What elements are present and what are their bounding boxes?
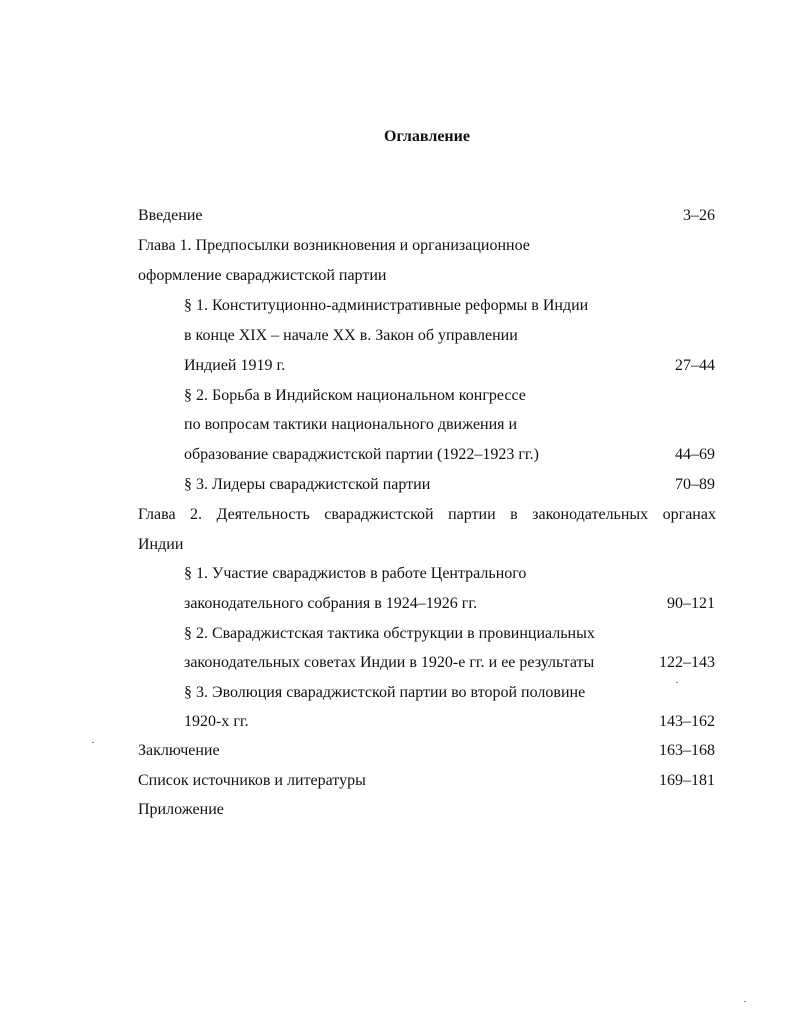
scan-speck — [744, 1001, 746, 1002]
toc-ch2-s1-pages: 90–121 — [667, 595, 715, 612]
toc-conclusion-label: Заключение — [138, 742, 220, 759]
toc-ch1-s3-line1: § 3. Лидеры свараджистской партии — [184, 476, 431, 493]
toc-ch2-s2-pages: 122–143 — [659, 654, 715, 671]
toc-ch2-s2-line2: законодательных советах Индии в 1920-е гг. и ее результаты — [184, 654, 595, 671]
toc-ch2-s3-pages: 143–162 — [659, 713, 715, 730]
toc-ch2-line1 — [138, 505, 716, 525]
toc-ch2-s3-line1: § 3. Эволюция свараджистской партии во второй половине — [184, 684, 586, 701]
toc-intro-pages: 3–26 — [683, 207, 715, 224]
toc-ch2-word: законодательных — [532, 506, 649, 523]
toc-ch1-s2-pages: 44–69 — [675, 446, 715, 463]
toc-sources-pages: 169–181 — [659, 772, 715, 789]
toc-ch2-word: Деятельность — [216, 506, 310, 523]
toc-ch2-line2: Индии — [138, 536, 184, 553]
toc-ch2-s3-line2: 1920-х гг. — [184, 713, 249, 730]
toc-ch1-s1-line2: в конце XIX – начале XX в. Закон об управлении — [184, 327, 518, 344]
toc-ch2-s1-line1: § 1. Участие свараджистов в работе Центрального — [184, 565, 527, 582]
toc-ch2-word: Глава — [138, 506, 176, 523]
toc-sources-label: Список источников и литературы — [138, 772, 366, 789]
toc-ch1-s1-line3: Индией 1919 г. — [184, 357, 286, 374]
toc-ch2-word: 2. — [190, 506, 203, 523]
toc-ch1-line2: оформление свараджистской партии — [138, 267, 387, 284]
toc-ch1-s2-line2: по вопросам тактики национального движения и — [184, 416, 518, 433]
toc-ch1-line1: Глава 1. Предпосылки возникновения и организационное — [138, 237, 530, 254]
toc-ch2-s2-line1: § 2. Свараджистская тактика обструкции в провинциальных — [184, 625, 595, 642]
scan-speck — [92, 742, 94, 743]
scan-speck — [676, 682, 678, 683]
toc-conclusion-pages: 163–168 — [659, 742, 715, 759]
toc-title: Оглавление — [384, 128, 470, 145]
toc-ch1-s2-line1: § 2. Борьба в Индийском национальном конгрессе — [184, 387, 526, 404]
toc-ch2-word: органах — [662, 506, 716, 523]
toc-ch1-s2-line3: образование свараджистской партии (1922–1923 гг.) — [184, 446, 540, 463]
toc-ch1-s3-pages: 70–89 — [675, 476, 715, 493]
toc-ch2-word: свараджистской — [324, 506, 434, 523]
toc-intro-label: Введение — [138, 207, 203, 224]
toc-ch2-s1-line2: законодательного собрания в 1924–1926 гг. — [184, 595, 478, 612]
toc-appendix-label: Приложение — [138, 801, 224, 818]
toc-ch2-word: партии — [448, 506, 496, 523]
toc-ch2-word: в — [510, 506, 518, 523]
toc-ch1-s1-pages: 27–44 — [675, 357, 715, 374]
toc-ch1-s1-line1: § 1. Конституционно-административные реформы в Индии — [184, 297, 589, 314]
